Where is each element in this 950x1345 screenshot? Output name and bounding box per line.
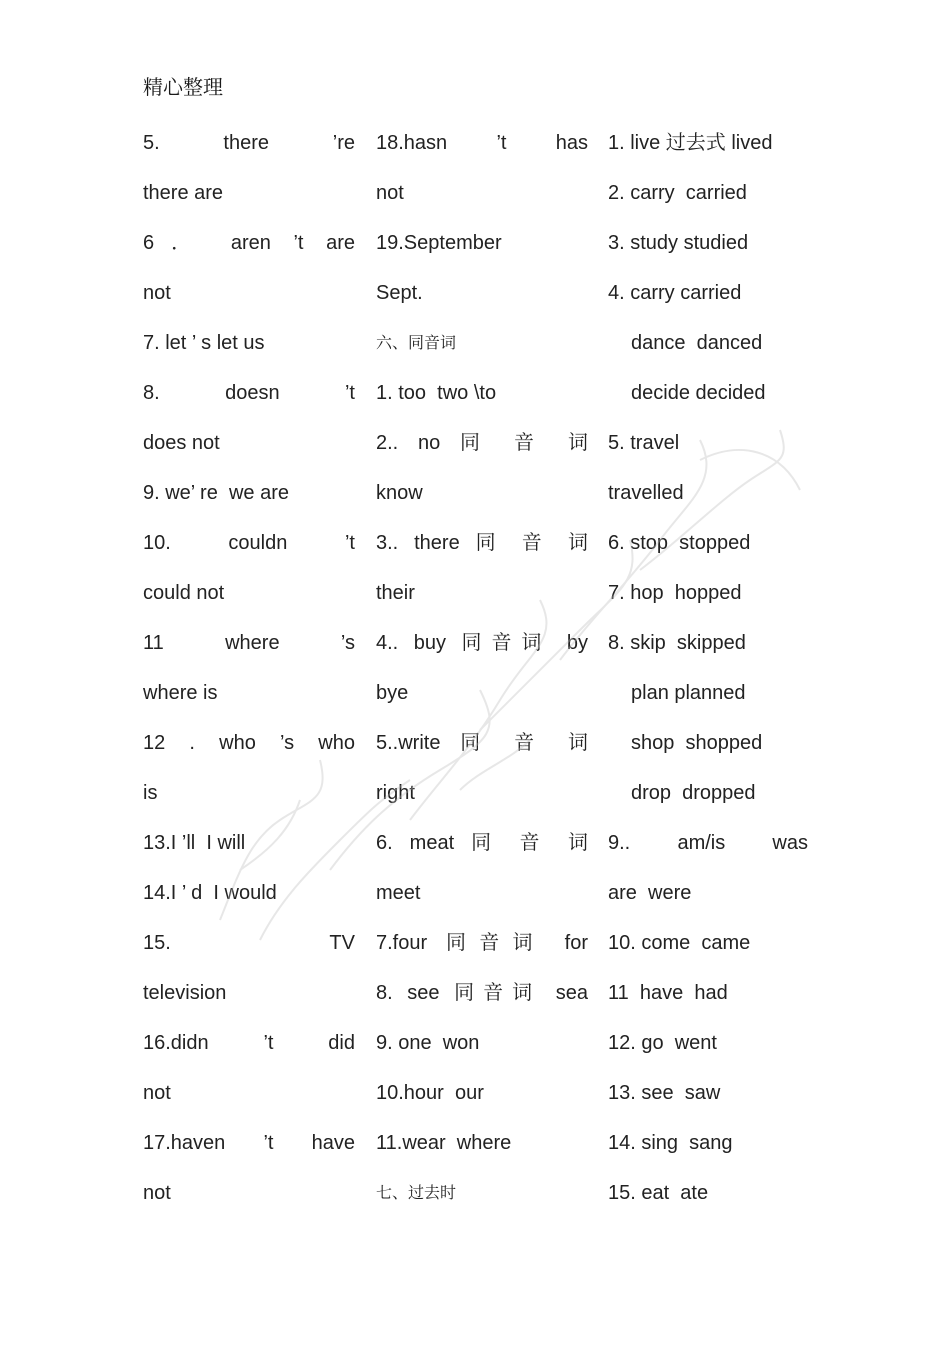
- text-line: Sept.: [376, 282, 423, 304]
- text-line: 7. hop hopped: [608, 582, 742, 604]
- text-line: 15. eat ate: [608, 1182, 709, 1204]
- text-line: 18.hasn ’t has: [376, 132, 588, 154]
- column-homophones: [376, 125, 588, 1225]
- text-line: 11 have had: [608, 982, 728, 1004]
- text-line: 8. see 同音词 sea: [376, 982, 588, 1004]
- text-line: 17.haven ’t have: [143, 1132, 355, 1154]
- text-line: 4. carry carried: [608, 282, 742, 304]
- text-line: 13.I ’ll I will: [143, 832, 246, 854]
- text-line: 10. come came: [608, 932, 751, 954]
- text-line: 10.hour our: [376, 1082, 484, 1104]
- text-line: 13. see saw: [608, 1082, 721, 1104]
- column-contractions: [143, 125, 355, 1225]
- text-line: 2.. no 同 音 词: [376, 432, 588, 454]
- text-line: shop shopped: [631, 732, 763, 754]
- text-line: 5. there ’re: [143, 132, 355, 154]
- text-line: 15. TV: [143, 932, 355, 954]
- text-line: 8. doesn ’t: [143, 382, 355, 404]
- text-line: where is: [143, 682, 218, 704]
- text-line: 14. sing sang: [608, 1132, 733, 1154]
- text-line: 9. one won: [376, 1032, 480, 1054]
- text-line: know: [376, 482, 423, 504]
- text-line: are were: [608, 882, 692, 904]
- text-line: does not: [143, 432, 220, 454]
- text-line: 9. we’ re we are: [143, 482, 289, 504]
- text-line: 14.I ’ d I would: [143, 882, 277, 904]
- text-line: right: [376, 782, 415, 804]
- text-line: plan planned: [631, 682, 746, 704]
- text-line: 3. study studied: [608, 232, 749, 254]
- text-line: 11.wear where: [376, 1132, 512, 1154]
- page-header: 精心整理: [143, 75, 223, 99]
- section-heading: 七、过去时: [376, 1183, 457, 1202]
- text-line: 7.four 同音词 for: [376, 932, 588, 954]
- text-line: 6． aren ’t are: [143, 232, 355, 254]
- text-line: 12 . who ’s who: [143, 732, 355, 754]
- text-line: not: [143, 1082, 171, 1104]
- text-line: 16.didn ’t did: [143, 1032, 355, 1054]
- text-line: 7. let ’ s let us: [143, 332, 265, 354]
- text-line: meet: [376, 882, 421, 904]
- text-line: not: [143, 1182, 171, 1204]
- text-line: 2. carry carried: [608, 182, 747, 204]
- text-line: not: [376, 182, 404, 204]
- text-line: 4.. buy 同音词 by: [376, 632, 588, 654]
- text-line: bye: [376, 682, 409, 704]
- text-line: 3.. there 同 音 词: [376, 532, 588, 554]
- text-line: 12. go went: [608, 1032, 717, 1054]
- text-line: dance danced: [631, 332, 763, 354]
- text-line: 1. too two \to: [376, 382, 497, 404]
- column-past-tense: [608, 125, 808, 1225]
- text-line: 6. stop stopped: [608, 532, 751, 554]
- text-line: there are: [143, 182, 224, 204]
- text-line: 10. couldn ’t: [143, 532, 355, 554]
- text-line: television: [143, 982, 227, 1004]
- text-line: travelled: [608, 482, 684, 504]
- text-line: decide decided: [631, 382, 766, 404]
- text-line: 1. live 过去式 lived: [608, 132, 773, 154]
- text-line: is: [143, 782, 158, 804]
- text-line: 8. skip skipped: [608, 632, 746, 654]
- text-line: could not: [143, 582, 225, 604]
- text-line: 6. meat 同 音 词: [376, 832, 588, 854]
- text-line: 11 where ’s: [143, 632, 355, 654]
- section-heading: 六、同音词: [376, 333, 457, 352]
- text-line: 19.September: [376, 232, 502, 254]
- text-line: not: [143, 282, 171, 304]
- text-line: their: [376, 582, 415, 604]
- text-line: 5. travel: [608, 432, 680, 454]
- text-line: 5..write 同 音 词: [376, 732, 588, 754]
- text-line: drop dropped: [631, 782, 756, 804]
- text-line: 9.. am/is was: [608, 832, 808, 854]
